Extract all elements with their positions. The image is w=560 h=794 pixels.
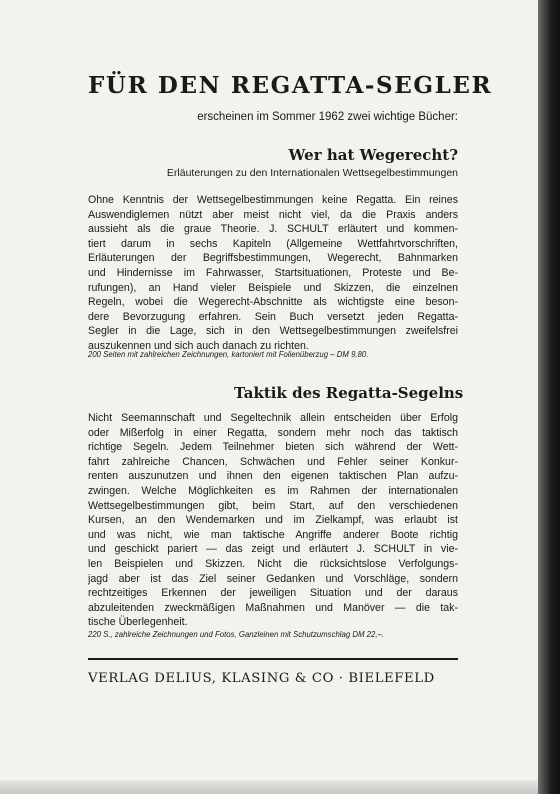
body-line: abzuleitenden zweckmäßigen Maßnahmen und Manöver — die tak- [88, 601, 458, 614]
body-line: Auswendiglernen nützt aber meist nicht viel, da die Praxis anders [88, 208, 458, 221]
body-line: Wettsegelbestimmungen gibt, beim Start, auf den verschiedenen [88, 499, 458, 512]
intro-line: erscheinen im Sommer 1962 zwei wichtige Bücher: [197, 111, 458, 123]
body-line: len Beispielen und Skizzen. Nicht die rücksichtslose Verfolgungs- [88, 557, 458, 570]
book-description-wegerecht [88, 193, 458, 354]
body-line: und geschickt pariert — das zeigt und erläutert J. SCHULT in vie- [88, 543, 458, 556]
book-note-taktik: 220 S., zahlreiche Zeichnungen und Fotos, Ganzleinen mit Schutzumschlag DM 22,–. [88, 630, 385, 639]
body-line: richtige Segeln. Jedem Teilnehmer bieten sich während der Wett- [88, 441, 458, 454]
body-line: Erläuterungen der Begriffsbestimmungen, Wegerecht, Bahnmarken [88, 252, 458, 265]
book-subtitle-wegerecht: Erläuterungen zu den Internationalen Wettsegelbestimmungen [166, 167, 458, 179]
body-line: dere Bevorzugung erfahren. Sein Buch versetzt jeden Regatta- [88, 310, 458, 323]
book-note-wegerecht: 200 Seiten mit zahlreichen Zeichnungen, kartoniert mit Folienüberzug – DM 9,80. [88, 350, 369, 359]
page-bottom-edge [0, 780, 538, 794]
body-line: tiert darum in sechs Kapiteln (Allgemeine Wettfahrtvorschriften, [88, 237, 458, 250]
body-line: und was nicht, wie man taktische Angriffe anderer Boote richtig [88, 528, 458, 541]
body-line: renten auszunutzen und ihnen den eigenen taktischen Plan aufzu- [88, 470, 458, 483]
body-line: Nicht Seemannschaft und Segeltechnik allein entscheiden über Erfolg [88, 412, 458, 424]
body-line: und Hindernisse im Fahrwasser, Startsituationen, Proteste und Be- [88, 266, 458, 279]
body-line: Kursen, an den Wendemarken und im Zielkampf, was erlaubt ist [88, 514, 458, 527]
book-title-taktik: Taktik des Regatta-Segelns [234, 384, 464, 402]
book-spine-shadow [538, 0, 560, 794]
book-description-taktik [88, 411, 458, 630]
body-line: aussieht als die graue Theorie. J. SCHULT erläutert und kommen- [88, 223, 458, 236]
body-line: auszukennen und sich auch danach zu richten. [88, 339, 309, 352]
publisher-line: VERLAG DELIUS, KLASING & CO · BIELEFELD [88, 671, 435, 686]
body-line: Segler in die Lage, sich in den Wettsegelbestimmungen zweifelsfrei [88, 325, 458, 338]
body-line: rechtzeitiges Erkennen der jeweiligen Situation und der daraus [88, 587, 458, 600]
body-line: rufungen), an Hand vieler Beispiele und Skizzen, die einzelnen [88, 281, 458, 294]
body-line: Ohne Kenntnis der Wettsegelbestimmungen keine Regatta. Ein reines [88, 194, 458, 206]
headline: FÜR DEN REGATTA-SEGLER [88, 72, 493, 99]
body-line: zwingen. Welche Möglichkeiten es im Rahmen der internationalen [88, 484, 458, 497]
body-line: oder Mißerfolg in einer Regatta, sondern mehr noch das taktisch [88, 426, 458, 439]
body-line: jagd aber ist das Ziel seiner Gedanken und Vorschläge, sondern [88, 572, 458, 585]
body-line: fahrt zahlreiche Chancen, Schwächen und Fehler seiner Konkur- [88, 455, 458, 468]
divider-rule [88, 658, 458, 660]
body-line: Regeln, wobei die Wegerecht-Abschnitte als wichtigste eine beson- [88, 296, 458, 309]
body-line: tische Überlegenheit. [88, 616, 188, 629]
book-title-wegerecht: Wer hat Wegerecht? [288, 146, 458, 164]
